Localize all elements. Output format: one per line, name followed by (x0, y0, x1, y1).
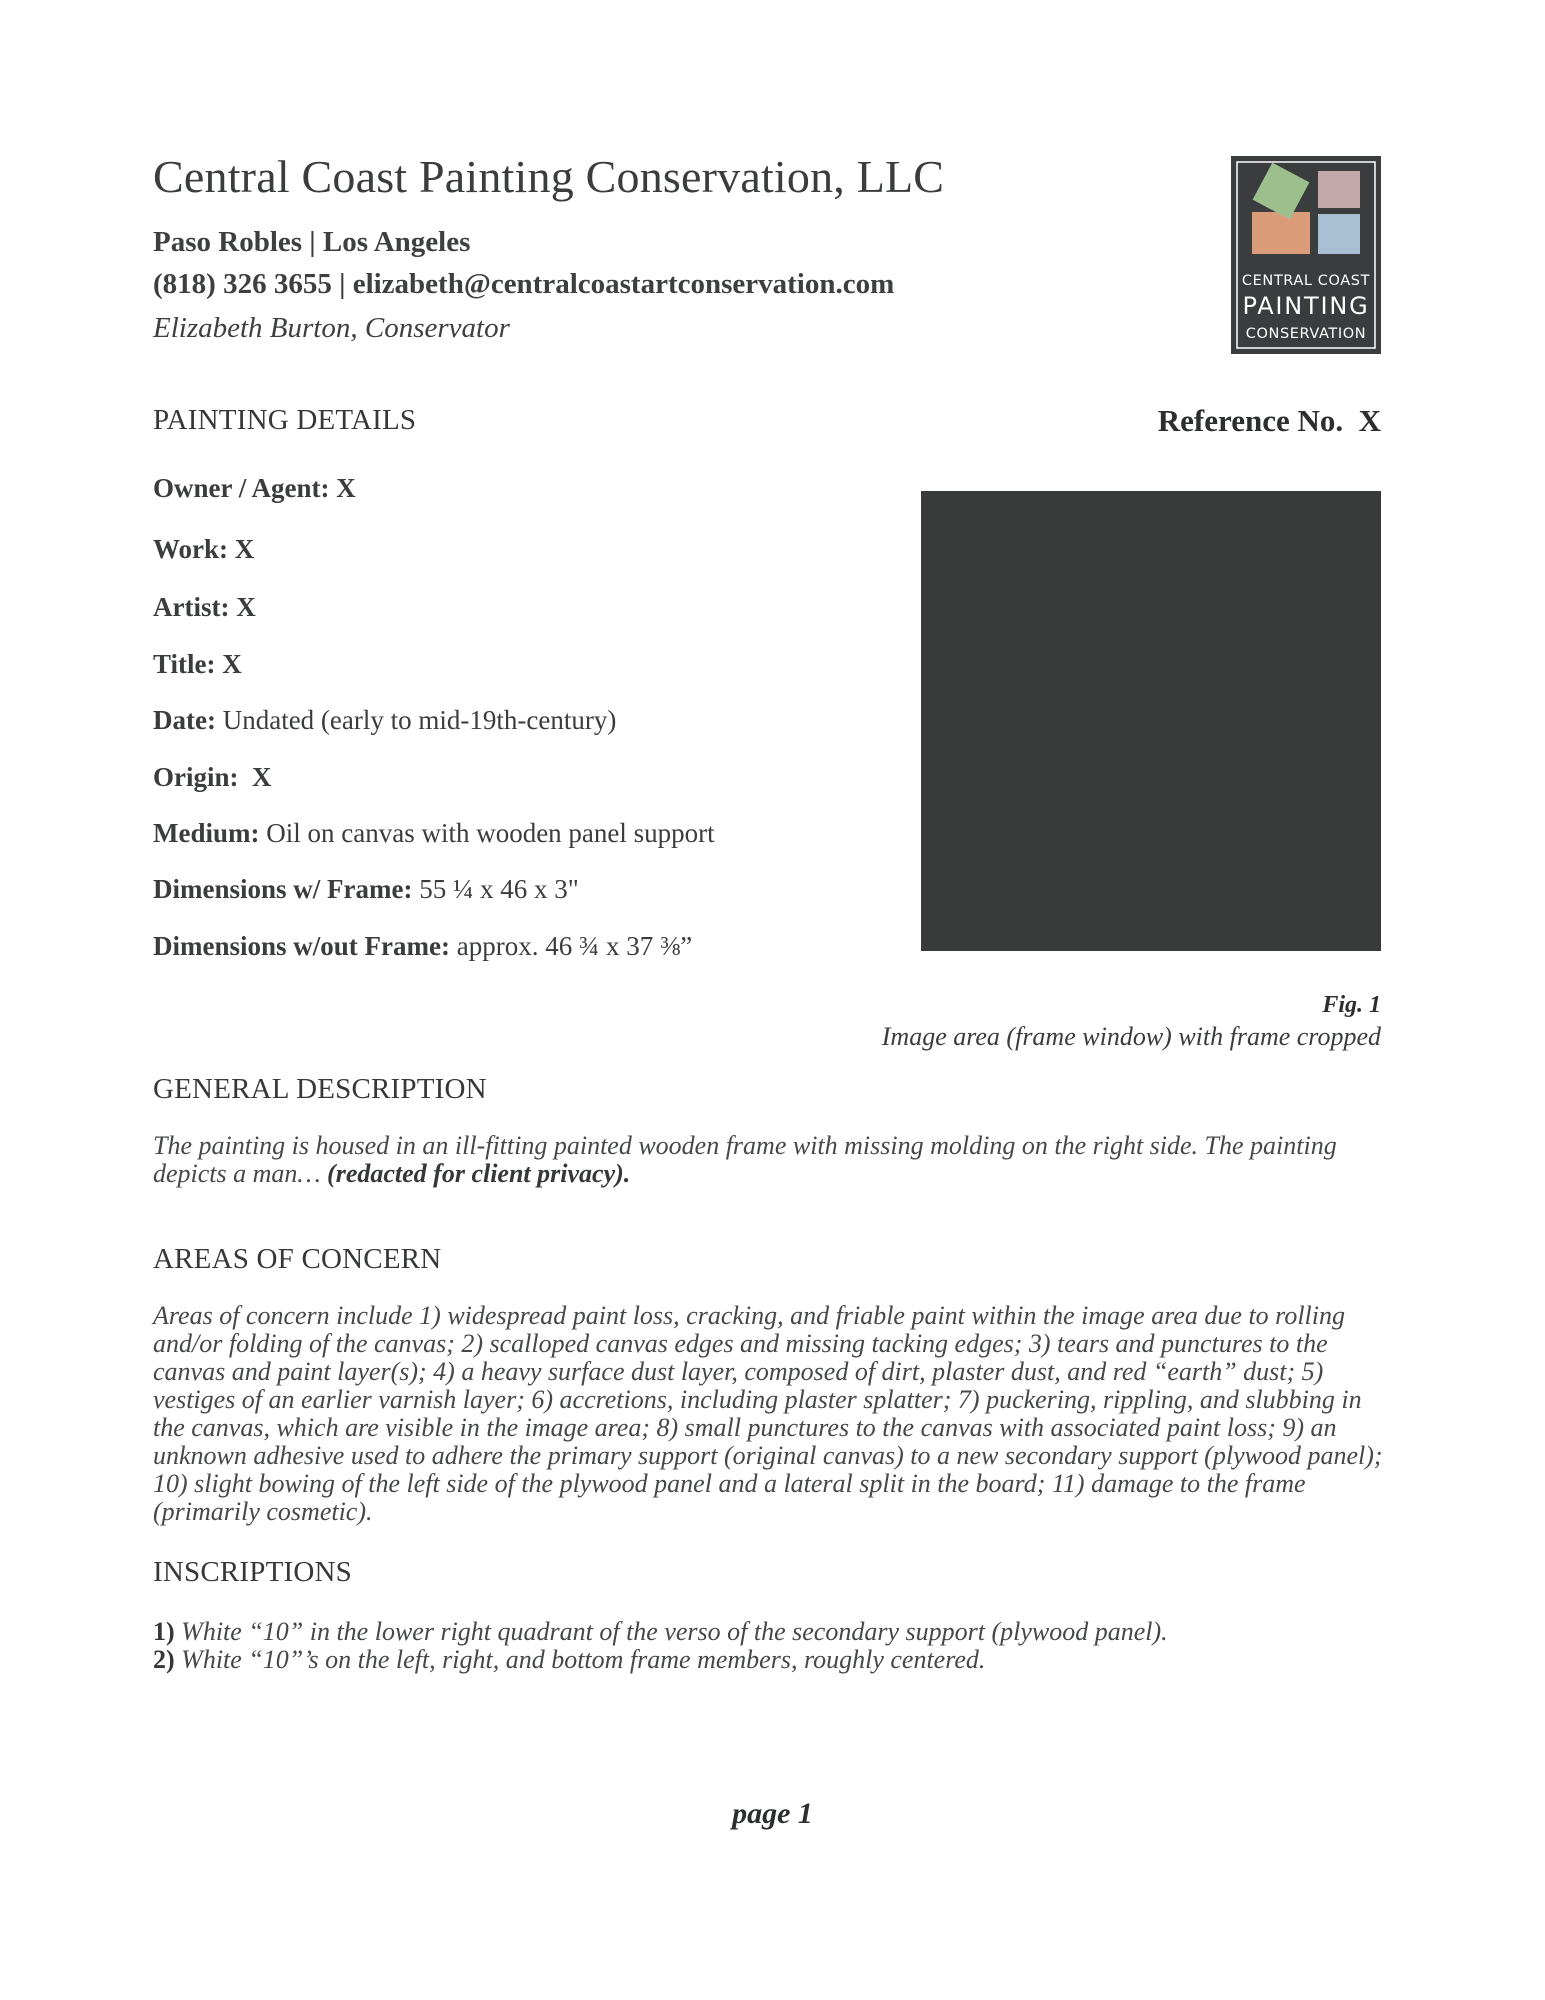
detail-label: Dimensions w/out Frame: (153, 931, 450, 961)
logo-mauve-square (1318, 171, 1360, 208)
detail-label: Date: (153, 705, 216, 735)
painting-details-heading: PAINTING DETAILS (153, 404, 417, 436)
detail-value: Undated (early to mid-19th-century) (222, 705, 617, 735)
logo-text-line2: PAINTING (1242, 292, 1370, 320)
detail-title (153, 649, 242, 680)
detail-value: X (222, 649, 242, 679)
contact-info: (818) 326 3655 | elizabeth@centralcoastartconservation.com (153, 268, 895, 300)
inscriptions-heading: INSCRIPTIONS (153, 1556, 352, 1588)
detail-value: X (236, 592, 256, 622)
detail-label: Owner / Agent: (153, 473, 330, 503)
detail-label: Origin: (153, 762, 239, 792)
logo-squares-icon (1231, 156, 1381, 354)
detail-value: approx. 46 ¾ x 37 ⅜” (456, 931, 693, 961)
detail-value: Oil on canvas with wooden panel support (266, 818, 715, 848)
detail-work (153, 534, 254, 565)
reference-number (1158, 403, 1381, 439)
detail-label: Dimensions w/ Frame: (153, 874, 413, 904)
general-description-text (153, 1132, 1383, 1188)
reference-value: X (1358, 403, 1381, 438)
detail-origin (153, 762, 272, 793)
detail-value: X (234, 534, 255, 564)
detail-dimensions-with-frame (153, 874, 579, 905)
general-description-heading: GENERAL DESCRIPTION (153, 1073, 487, 1105)
detail-dimensions-without-frame (153, 931, 692, 962)
inscription-text: White “10”’s on the left, right, and bottom frame members, roughly centered. (181, 1645, 986, 1674)
inscription-text: White “10” in the lower right quadrant of the verso of the secondary support (plywood panel). (181, 1617, 1168, 1646)
conservator-name: Elizabeth Burton, Conservator (153, 312, 510, 344)
inscription-item (153, 1646, 985, 1674)
page-number: page 1 (732, 1797, 813, 1830)
company-logo (1231, 156, 1381, 354)
locations: Paso Robles | Los Angeles (153, 226, 471, 258)
inscription-number: 1) (153, 1617, 175, 1646)
logo-blue-square (1318, 214, 1360, 254)
company-name: Central Coast Painting Conservation, LLC (153, 151, 945, 202)
areas-of-concern-text: Areas of concern include 1) widespread paint loss, cracking, and friable paint within the image area due to rolling and/or folding of the canvas; 2) scalloped canvas edges and missing tacking edges; 3) tears and punctures to the canvas and paint layer(s); 4) a heavy surface dust layer, composed of dirt, plaster dust, and red “earth” dust; 5) vestiges of an earlier varnish layer; 6) accretions, including plaster splatter; 7) puckering, rippling, and slubbing in the canvas, which are visible in the image area; 8) small punctures to the canvas with associated paint loss; 9) an unknown adhesive used to adhere the primary support (original canvas) to a new secondary support (plywood panel); 10) slight bowing of the left side of the plywood panel and a lateral split in the board; 11) damage to the frame (primarily cosmetic). (153, 1301, 1383, 1526)
detail-label: Work: (153, 534, 229, 564)
detail-value: X (336, 473, 356, 503)
detail-label: Title: (153, 649, 216, 679)
detail-date (153, 705, 616, 736)
logo-orange-square (1252, 212, 1310, 254)
logo-green-square (1253, 163, 1310, 220)
detail-value: X (252, 762, 272, 792)
detail-artist (153, 592, 256, 623)
inscription-number: 2) (153, 1645, 175, 1674)
reference-label: Reference No. (1157, 403, 1344, 438)
painting-image-placeholder (921, 491, 1381, 951)
detail-owner-agent (153, 473, 356, 504)
figure-caption: Image area (frame window) with frame cropped (881, 1022, 1381, 1051)
general-description-body: The painting is housed in an ill-fitting painted wooden frame with missing molding on the right side. The painting depicts a man… (153, 1131, 1337, 1188)
areas-of-concern-heading: AREAS OF CONCERN (153, 1243, 442, 1275)
figure-label: Fig. 1 (1322, 992, 1381, 1018)
logo-text-line1: CENTRAL COAST (1241, 273, 1371, 289)
logo-text-line3: CONSERVATION (1245, 326, 1367, 342)
detail-label: Medium: (153, 818, 260, 848)
detail-medium (153, 818, 715, 849)
general-description-emphasis: (redacted for client privacy). (327, 1159, 631, 1188)
inscription-item (153, 1618, 1168, 1646)
detail-label: Artist: (153, 592, 230, 622)
detail-value: 55 ¼ x 46 x 3" (419, 874, 579, 904)
